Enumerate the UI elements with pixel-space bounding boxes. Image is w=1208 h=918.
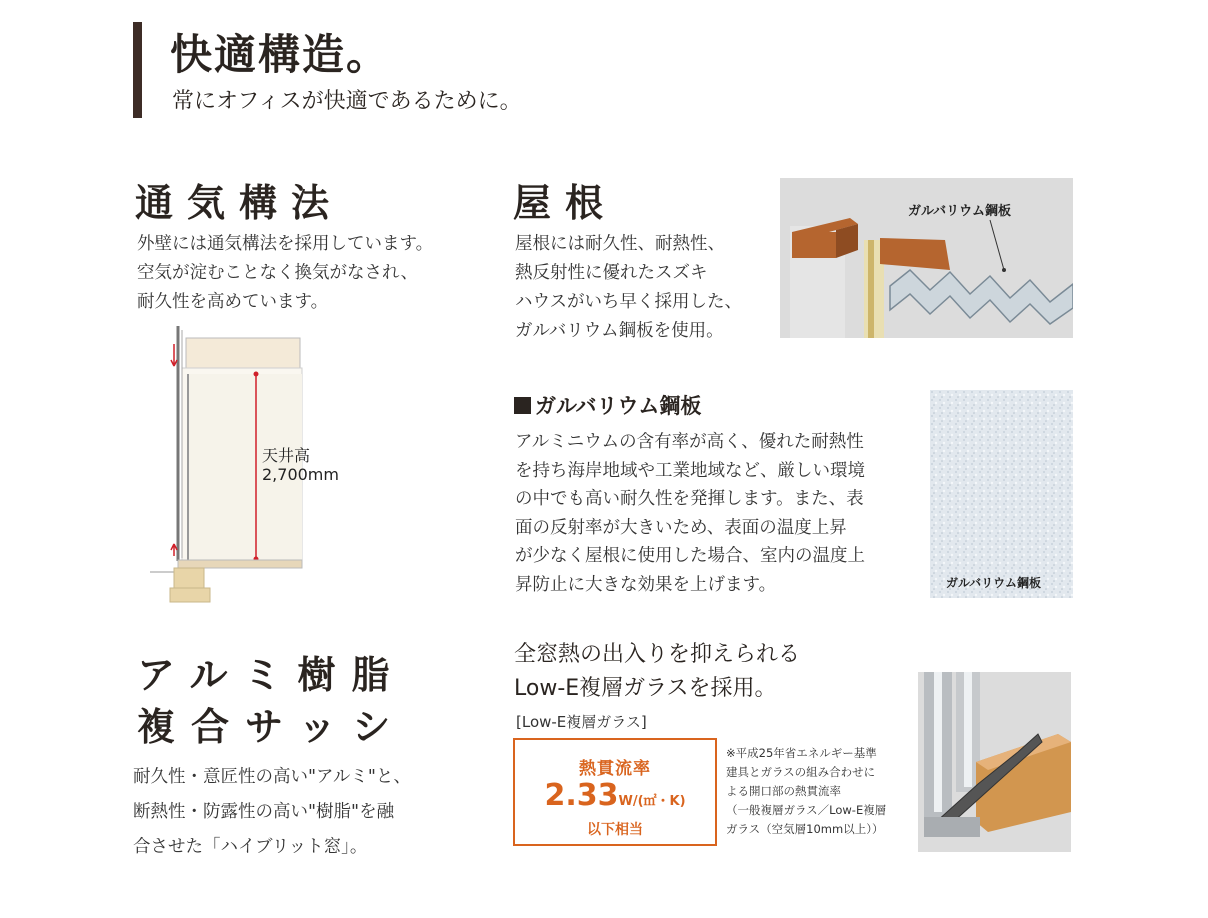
- roof-body: 屋根には耐久性、耐熱性、 熱反射性に優れたスズキ ハウスがいち早く採用した、 ガルバリウム鋼板を使用。: [515, 234, 742, 341]
- thermal-value: 2.33: [544, 778, 619, 813]
- lowe-bracket-label: [Low-E複層ガラス]: [516, 713, 647, 731]
- thermal-label: 熱貫流率: [579, 759, 651, 779]
- ventilation-body: 外壁には通気構法を採用しています。 空気が淀むことなく換気がなされ、 耐久性を高めています。: [137, 234, 434, 312]
- thermal-note: ※平成25年省エネルギー基準 建具とガラスの組み合わせに よる開口部の熱貫流率 （一般複層ガラス／Low-E複層 ガラス（空気層10mm以上））: [726, 746, 887, 836]
- galvalume-swatch: [930, 390, 1073, 598]
- galvalume-heading-text: ガルバリウム鋼板: [535, 394, 702, 418]
- roof-image-label: ガルバリウム鋼板: [908, 204, 1011, 219]
- page-title: 快適構造。: [170, 30, 391, 79]
- ceiling-height-label: 天井高 2,700mm: [262, 446, 339, 484]
- thermal-unit: W/(㎡・K): [618, 794, 686, 809]
- swatch-label: ガルバリウム鋼板: [946, 576, 1042, 590]
- galvalume-body: アルミニウムの含有率が高く、優れた耐熱性 を持ち海岸地域や工業地域など、厳しい環境 の中でも高い耐久性を発揮します。また、表 面の反射率が大きいため、表面の温度上昇 が少なく屋根に使用した場合、室内の温度上 昇防止に大きな効果を上げます。: [515, 432, 865, 595]
- thermal-below: 以下相当: [587, 822, 643, 838]
- thermal-transmittance-box: [513, 738, 717, 846]
- sash-title-line2: 複合サッシ: [137, 705, 407, 749]
- ventilation-title: 通気構法: [135, 181, 344, 225]
- page-subtitle: 常にオフィスが快適であるために。: [172, 89, 522, 114]
- lowe-lead: 全窓熱の出入りを抑えられる Low-E複層ガラスを採用。: [514, 642, 801, 701]
- roof-title: 屋根: [513, 181, 618, 225]
- sash-body: 耐久性・意匠性の高い"アルミ"と、 断熱性・防露性の高い"樹脂"を融 合させた「ハイブリット窓」。: [133, 767, 411, 857]
- sash-title-line1: アルミ樹脂: [137, 653, 406, 697]
- sash-illustration: [918, 672, 1071, 852]
- square-bullet-icon: [514, 397, 531, 414]
- galvalume-heading: [514, 390, 701, 420]
- thermal-value-line: [515, 778, 715, 817]
- header-accent-bar: [133, 22, 142, 118]
